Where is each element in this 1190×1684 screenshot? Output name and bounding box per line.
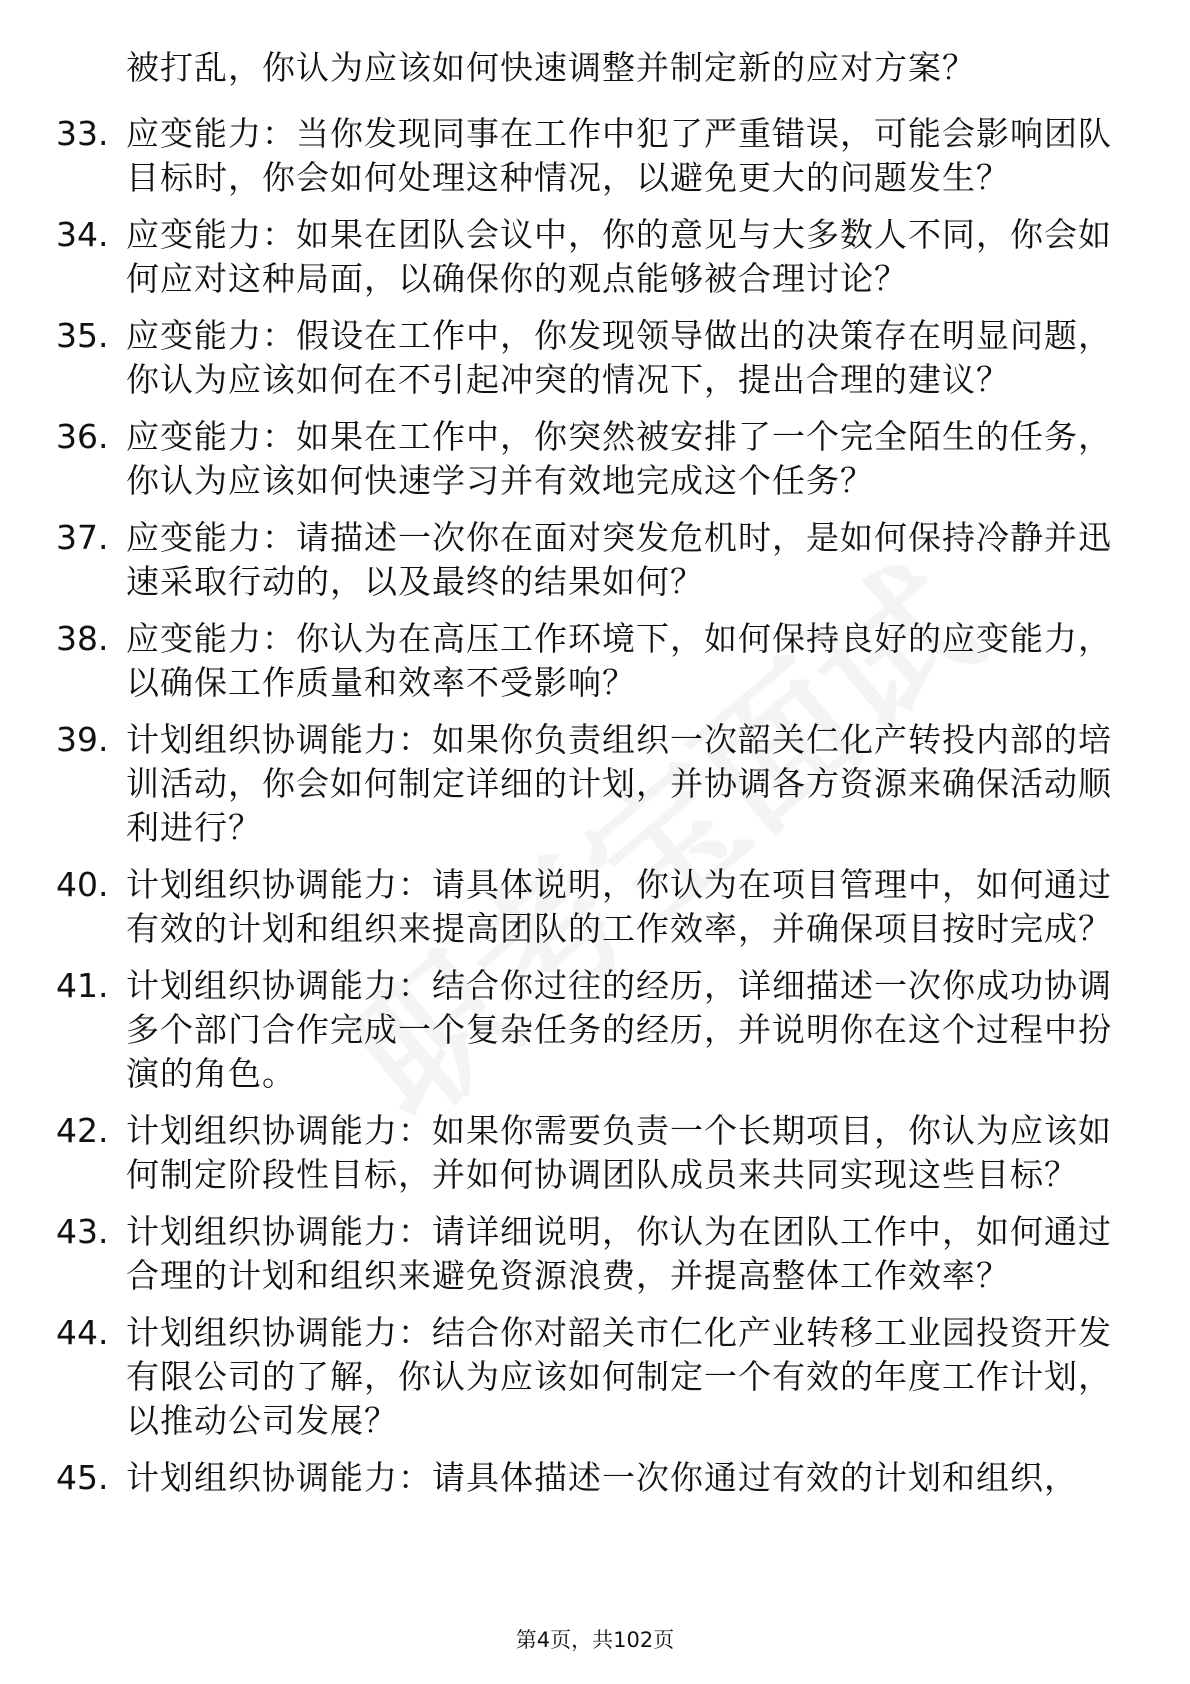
question-item [56, 112, 1116, 200]
question-number: 33. [56, 114, 109, 153]
question-item [56, 1109, 1116, 1197]
question-item [56, 314, 1116, 402]
question-text: 计划组织协调能力：请详细说明，你认为在团队工作中，如何通过合理的计划和组织来避免资源浪费，并提高整体工作效率？ [126, 1212, 1112, 1295]
question-item [56, 718, 1116, 850]
question-number: 41. [56, 966, 109, 1005]
question-text: 计划组织协调能力：请具体描述一次你通过有效的计划和组织， [126, 1458, 1078, 1497]
page-number-label: 第4页，共102页 [515, 1628, 675, 1652]
continued-question-text: 被打乱，你认为应该如何快速调整并制定新的应对方案？ [126, 48, 976, 87]
question-text: 应变能力：如果在工作中，你突然被安排了一个完全陌生的任务，你认为应该如何快速学习并有效地完成这个任务？ [126, 417, 1112, 500]
question-number: 43. [56, 1212, 109, 1251]
question-text: 计划组织协调能力：结合你过往的经历，详细描述一次你成功协调多个部门合作完成一个复杂任务的经历，并说明你在这个过程中扮演的角色。 [126, 966, 1112, 1093]
question-number: 44. [56, 1313, 109, 1352]
page-footer [0, 1626, 1190, 1654]
question-item [56, 964, 1116, 1096]
question-list [56, 112, 1116, 1513]
question-item [56, 863, 1116, 951]
question-item [56, 617, 1116, 705]
question-number: 45. [56, 1458, 109, 1497]
question-text: 应变能力：你认为在高压工作环境下，如何保持良好的应变能力，以确保工作质量和效率不受影响？ [126, 619, 1112, 702]
question-number: 40. [56, 865, 109, 904]
question-text: 应变能力：如果在团队会议中，你的意见与大多数人不同，你会如何应对这种局面，以确保你的观点能够被合理讨论？ [126, 215, 1112, 298]
question-number: 37. [56, 518, 109, 557]
question-number: 39. [56, 720, 109, 759]
question-text: 应变能力：假设在工作中，你发现领导做出的决策存在明显问题，你认为应该如何在不引起冲突的情况下，提出合理的建议？ [126, 316, 1112, 399]
question-item [56, 415, 1116, 503]
question-text: 应变能力：当你发现同事在工作中犯了严重错误，可能会影响团队目标时，你会如何处理这种情况，以避免更大的问题发生？ [126, 114, 1112, 197]
question-item [56, 1311, 1116, 1443]
question-text: 计划组织协调能力：如果你需要负责一个长期项目，你认为应该如何制定阶段性目标，并如何协调团队成员来共同实现这些目标？ [126, 1111, 1112, 1194]
question-item [56, 213, 1116, 301]
question-text: 计划组织协调能力：如果你负责组织一次韶关仁化产转投内部的培训活动，你会如何制定详细的计划，并协调各方资源来确保活动顺利进行？ [126, 720, 1112, 847]
question-number: 36. [56, 417, 109, 456]
question-text: 计划组织协调能力：请具体说明，你认为在项目管理中，如何通过有效的计划和组织来提高团队的工作效率，并确保项目按时完成？ [126, 865, 1112, 948]
question-number: 42. [56, 1111, 109, 1150]
question-number: 35. [56, 316, 109, 355]
question-item [56, 1456, 1116, 1500]
question-item [56, 1210, 1116, 1298]
question-text: 计划组织协调能力：结合你对韶关市仁化产业转移工业园投资开发有限公司的了解，你认为应该如何制定一个有效的年度工作计划，以推动公司发展？ [126, 1313, 1112, 1440]
question-number: 34. [56, 215, 109, 254]
question-item [56, 516, 1116, 604]
question-text: 应变能力：请描述一次你在面对突发危机时，是如何保持冷静并迅速采取行动的，以及最终的结果如何？ [126, 518, 1112, 601]
question-number: 38. [56, 619, 109, 658]
